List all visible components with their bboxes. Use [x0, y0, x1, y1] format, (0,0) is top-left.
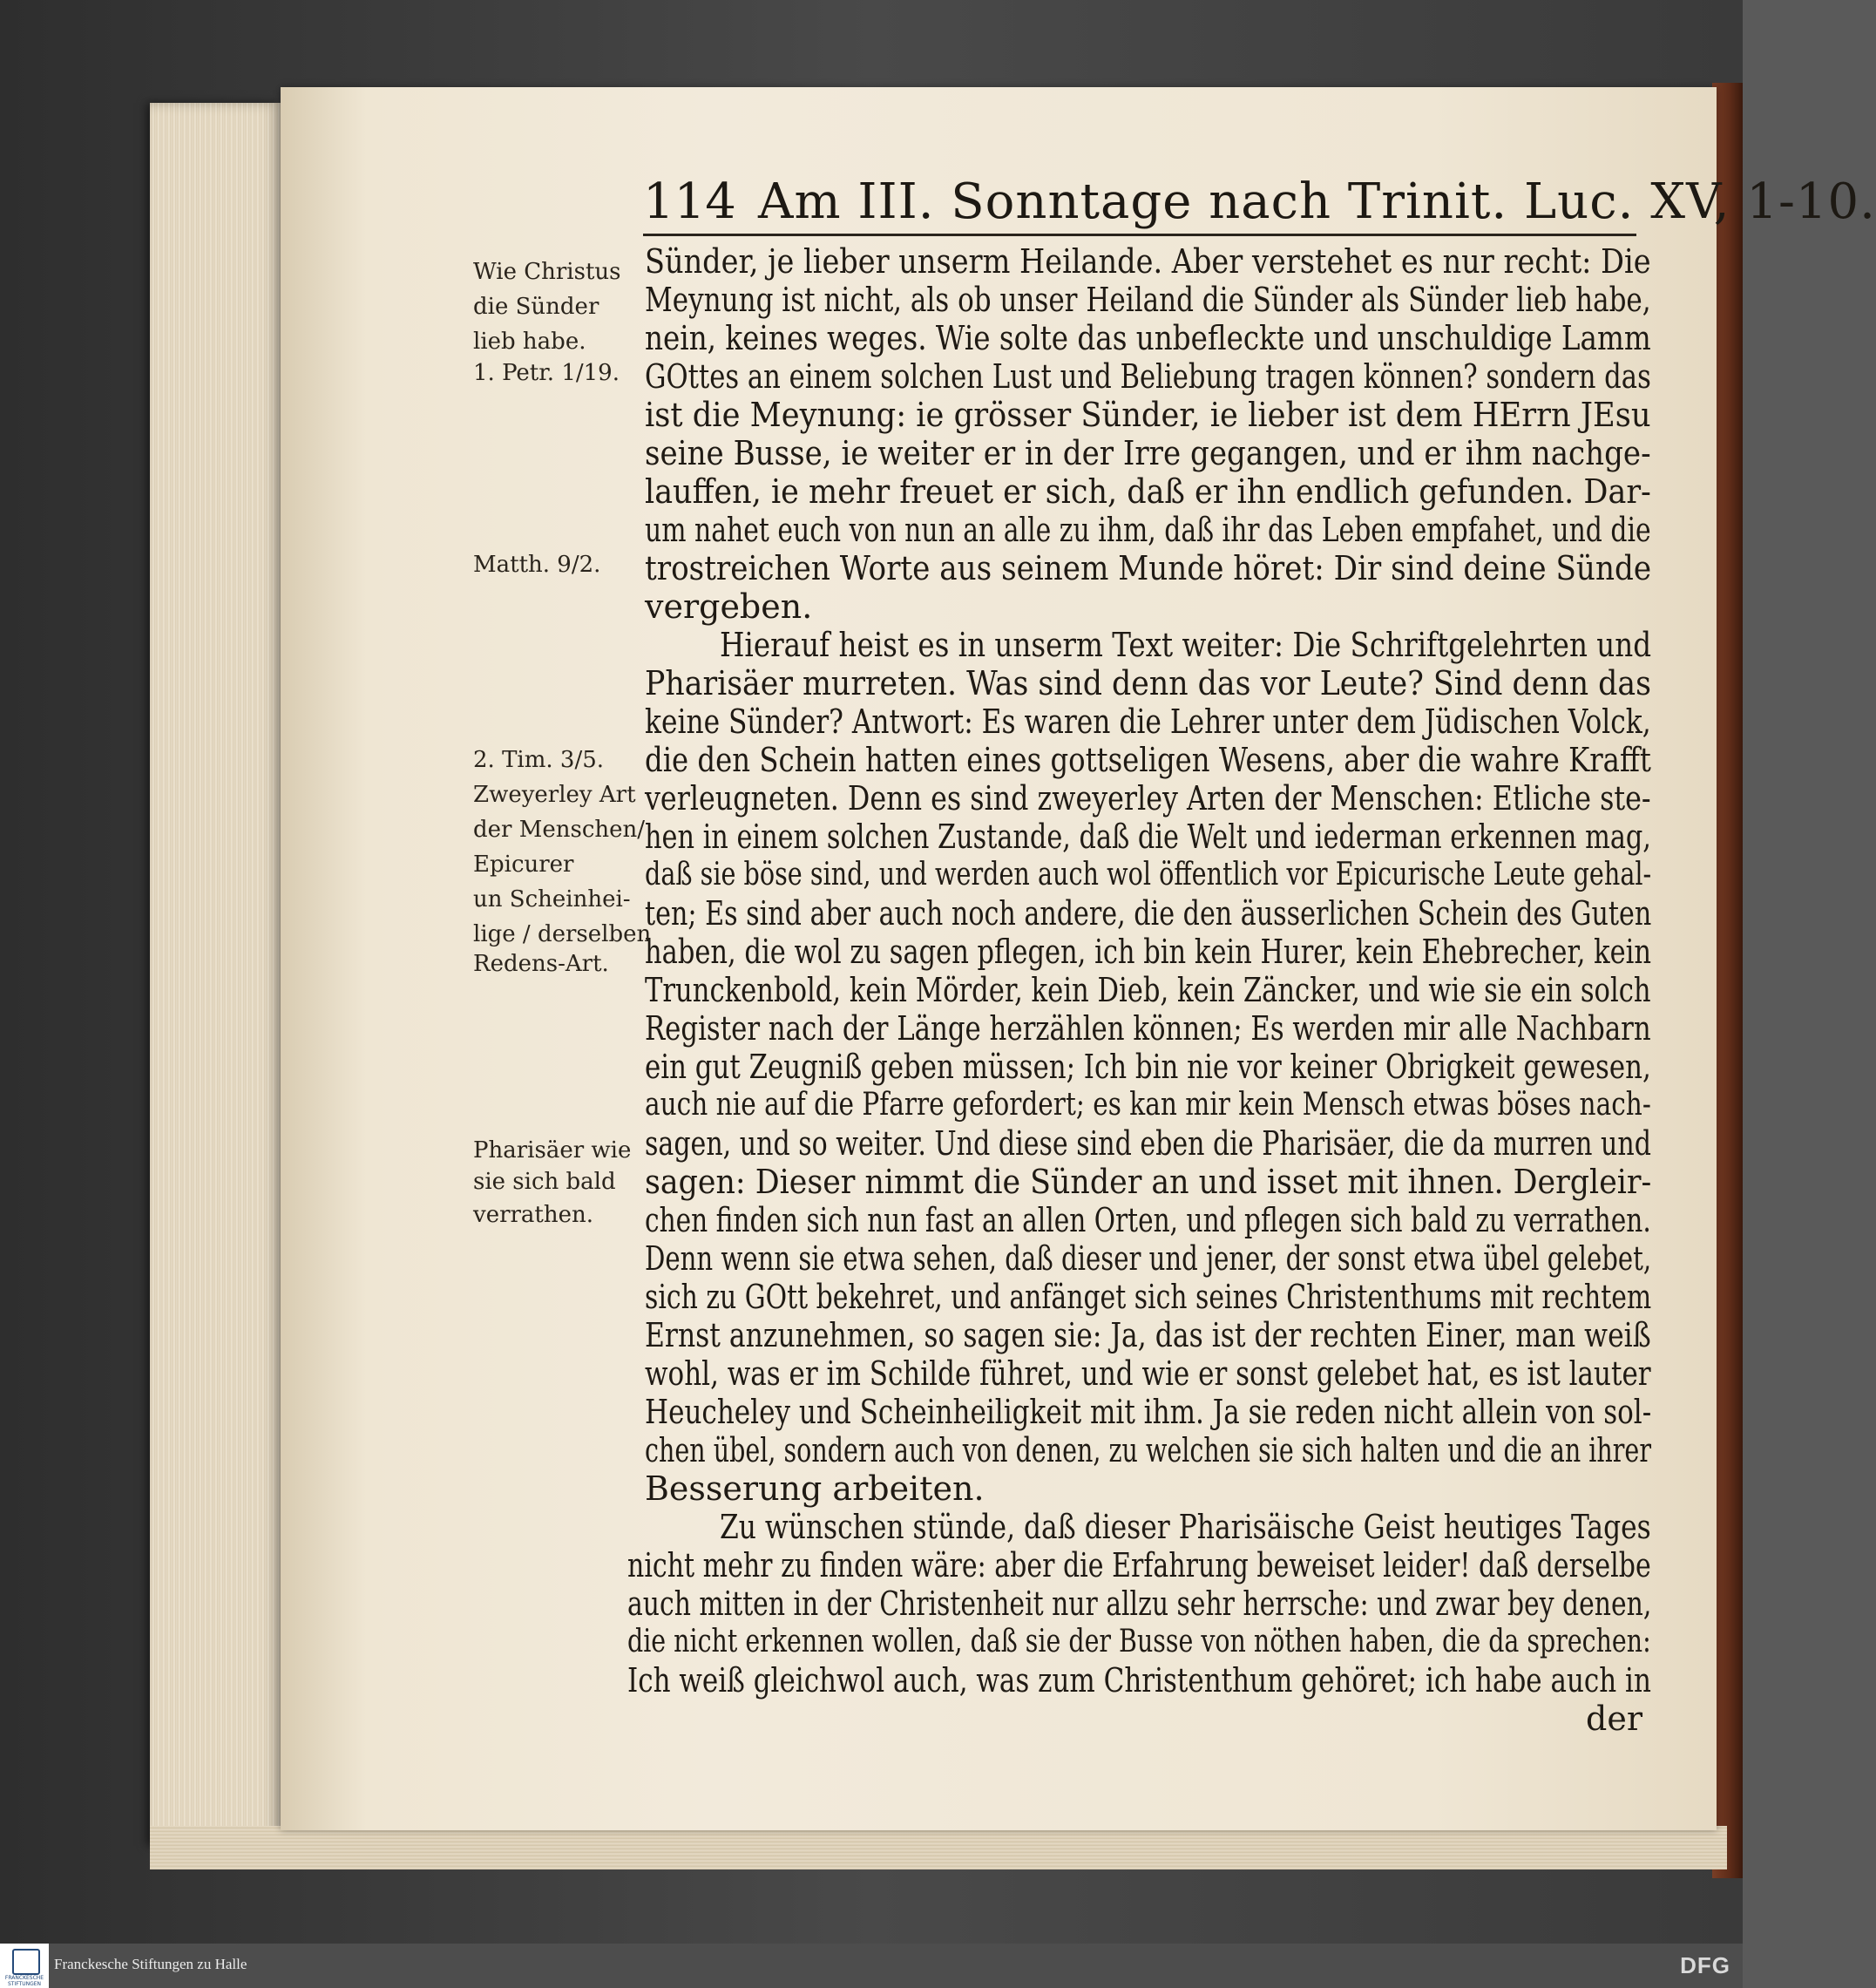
text-line: Sünder, je lieber unserm Heilande. Aber verstehet es nur recht: Die — [645, 242, 1651, 281]
text-line: ten; Es sind aber auch noch andere, die den äusserlichen Schein des Guten — [645, 894, 1652, 933]
margin-note: Redens-Art. — [473, 951, 609, 977]
book-cover — [1712, 83, 1743, 1878]
text-line: Besserung arbeiten. — [645, 1469, 985, 1508]
text-line: nein, keines weges. Wie solte das unbefleckte und unschuldige Lamm — [645, 319, 1651, 357]
margin-note: 2. Tim. 3/5. — [473, 747, 605, 773]
logo-icon — [12, 1949, 40, 1975]
text-line: verleugneten. Denn es sind zweyerley Arten der Menschen: Etliche ste- — [645, 779, 1651, 818]
institution-name[interactable]: Franckesche Stiftungen zu Halle — [54, 1956, 247, 1972]
margin-note: un Scheinhei- — [473, 886, 631, 913]
text-line: Denn wenn sie etwa sehen, daß dieser und jener, der sonst etwa übel gelebet, — [645, 1239, 1652, 1278]
logo-caption: FRANCKESCHE STIFTUNGEN — [4, 1975, 44, 1987]
margin-note: 1. Petr. 1/19. — [473, 360, 620, 386]
text-line: sich zu GOtt bekehret, und anfänget sich seines Christenthums mit rechtem — [645, 1278, 1652, 1316]
page-number: 114 — [643, 173, 736, 230]
text-line: ein gut Zeugniß geben müssen; Ich bin nie vor keiner Obrigkeit gewesen, — [645, 1048, 1651, 1086]
text-line: chen finden sich nun fast an allen Orten, und pflegen sich bald zu verrathen. — [645, 1201, 1651, 1239]
text-line: auch nie auf die Pfarre gefordert; es kan mir kein Mensch etwas böses nach- — [645, 1087, 1651, 1123]
margin-note: der Menschen/ — [473, 817, 646, 843]
margin-note: Zweyerley Art — [473, 782, 636, 808]
text-line: Ernst anzunehmen, so sagen sie: Ja, das ist der rechten Einer, man weiß — [645, 1316, 1651, 1354]
margin-note: sie sich bald — [473, 1169, 616, 1195]
text-line: Meynung ist nicht, als ob unser Heiland die Sünder als Sünder lieb habe, — [645, 281, 1651, 319]
text-line: sagen: Dieser nimmt die Sünder an und isset mit ihnen. Dergleir- — [645, 1163, 1652, 1201]
margin-note: verrathen. — [473, 1202, 594, 1228]
text-line: sagen, und so weiter. Und diese sind eben die Pharisäer, die da murren und — [645, 1124, 1651, 1163]
margin-note: Wie Christus — [473, 259, 621, 285]
margin-note: Pharisäer wie — [473, 1137, 632, 1164]
text-line: daß sie böse sind, und werden auch wol öffentlich vor Epicurische Leute gehal- — [645, 857, 1652, 892]
book-bottom-edge — [150, 1826, 1727, 1869]
text-line: um nahet euch von nun an alle zu ihm, daß ihr das Leben empfahet, und die — [645, 511, 1651, 549]
margin-note: lieb habe. — [473, 329, 586, 355]
text-line: nicht mehr zu finden wäre: aber die Erfahrung beweiset leider! daß derselbe — [627, 1546, 1651, 1584]
text-line: trostreichen Worte aus seinem Munde höret: Dir sind deine Sünde — [645, 549, 1652, 587]
margin-note: Matth. 9/2. — [473, 552, 601, 578]
margin-note: die Sünder — [473, 294, 599, 320]
viewer-footer — [0, 1944, 1743, 1988]
text-line: GOttes an einem solchen Lust und Beliebung tragen können? sondern das — [645, 357, 1651, 396]
text-line: auch mitten in der Christenheit nur allzu sehr herrsche: und zwar bey denen, — [627, 1584, 1652, 1623]
text-line: vergeben. — [645, 587, 813, 626]
text-line: Zu wünschen stünde, daß dieser Pharisäische Geist heutiges Tages — [720, 1508, 1651, 1546]
text-line: keine Sünder? Antwort: Es waren die Lehrer unter dem Jüdischen Volck, — [645, 702, 1651, 741]
text-line: wohl, was er im Schilde führet, und wie er sonst gelebet hat, es ist lauter — [645, 1354, 1651, 1393]
text-line: Heucheley und Scheinheiligkeit mit ihm. Ja sie reden nicht allein von sol- — [645, 1393, 1652, 1431]
text-line: Ich weiß gleichwol auch, was zum Christenthum gehöret; ich habe auch in — [627, 1661, 1651, 1700]
text-line: lauffen, ie mehr freuet er sich, daß er ihn endlich gefunden. Dar- — [645, 472, 1651, 511]
dfg-logo[interactable]: DFG — [1680, 1952, 1730, 1978]
text-line: seine Busse, ie weiter er in der Irre gegangen, und er ihm nachge- — [645, 434, 1651, 472]
book-page-edge — [150, 103, 281, 1846]
text-line: chen übel, sondern auch von denen, zu welchen sie sich halten und die an ihrer — [645, 1431, 1651, 1469]
text-line: ist die Meynung: ie grösser Sünder, ie lieber ist dem HErrn JEsu — [645, 396, 1651, 434]
text-line: Pharisäer murreten. Was sind denn das vor Leute? Sind denn das — [645, 664, 1651, 702]
text-line: die nicht erkennen wollen, daß sie der Busse von nöthen haben, die da sprechen: — [627, 1624, 1651, 1659]
text-line: Trunckenbold, kein Mörder, kein Dieb, kein Zäncker, und wie sie ein solch — [645, 971, 1651, 1009]
catchword: der — [1586, 1700, 1642, 1738]
text-line: Hierauf heist es in unserm Text weiter: Die Schriftgelehrten und — [720, 626, 1652, 664]
text-line: hen in einem solchen Zustande, daß die Welt und iederman erkennen mag, — [645, 818, 1651, 856]
text-line: Register nach der Länge herzählen können; Es werden mir alle Nachbarn — [645, 1009, 1651, 1048]
institution-logo[interactable] — [0, 1944, 49, 1988]
running-head: Am III. Sonntage nach Trinit. Luc. XV, 1-10. — [758, 173, 1876, 230]
margin-note: lige / derselben — [473, 921, 652, 947]
header-rule — [643, 234, 1636, 236]
text-line: haben, die wol zu sagen pflegen, ich bin kein Hurer, kein Ehebrecher, kein — [645, 933, 1652, 971]
text-line: die den Schein hatten eines gottseligen Wesens, aber die wahre Krafft — [645, 741, 1651, 779]
margin-note: Epicurer — [473, 852, 574, 878]
